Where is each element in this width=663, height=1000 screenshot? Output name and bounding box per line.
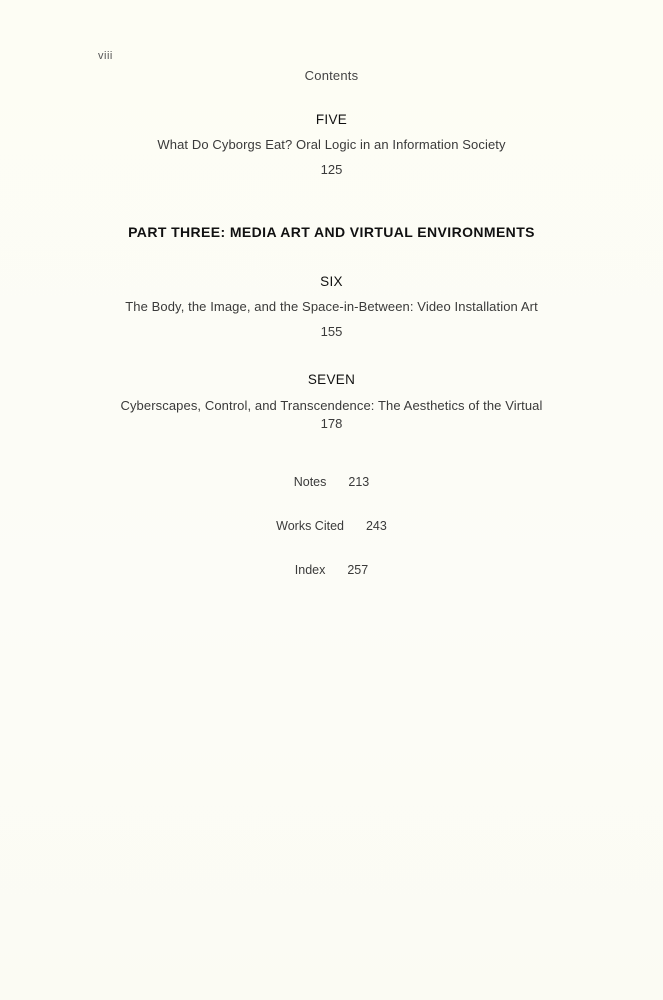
page-number: viii [98,50,113,62]
back-matter-label: Works Cited [276,519,344,533]
chapter-seven-number: SEVEN [307,372,356,387]
chapter-six-number: SIX [320,274,343,289]
chapter-five-page: 125 [320,162,343,177]
chapter-five-title: What Do Cyborgs Eat? Oral Logic in an Information Society [157,137,506,152]
chapter-five-number: FIVE [315,112,348,127]
back-matter-label: Index [294,563,326,577]
back-matter-label: Notes [293,475,327,489]
chapter-seven-title: Cyberscapes, Control, and Transcendence: The Aesthetics of the Virtual [120,398,543,413]
chapter-six-title: The Body, the Image, and the Space-in-Between: Video Installation Art [125,299,538,314]
chapter-seven-page: 178 [320,416,343,431]
back-matter-works-cited [0,519,663,533]
chapter-six-page: 155 [320,324,343,339]
part-three-title: PART THREE: MEDIA ART AND VIRTUAL ENVIRONMENTS [128,224,535,240]
running-head: Contents [304,68,359,83]
back-matter-page: 213 [348,475,370,489]
back-matter-notes [0,475,663,489]
back-matter-page: 257 [347,563,369,577]
back-matter-index [0,563,663,577]
back-matter-page: 243 [365,519,387,533]
